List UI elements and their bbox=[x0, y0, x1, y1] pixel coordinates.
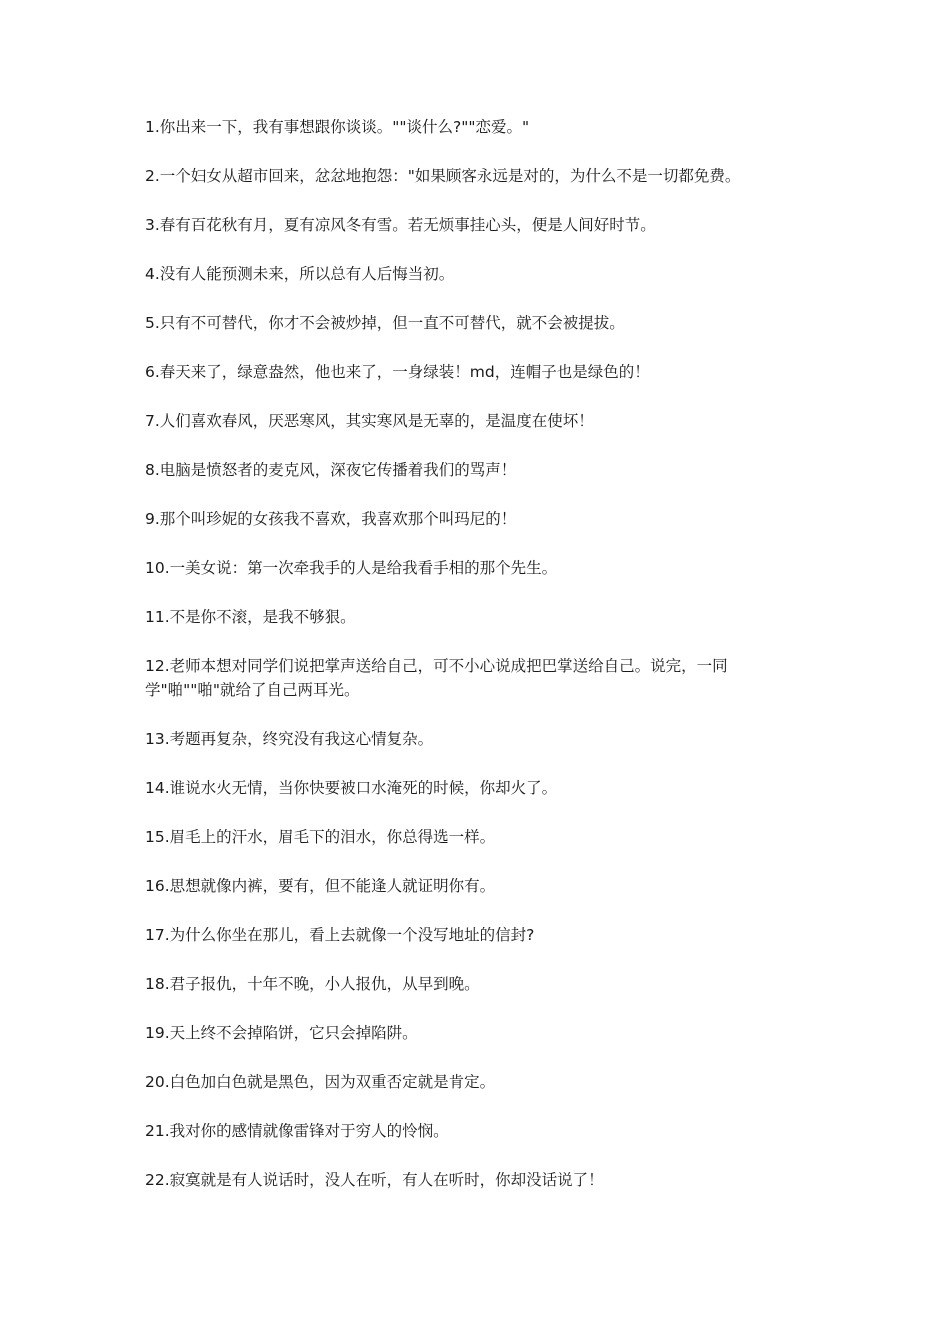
list-item: 14.谁说水火无情，当你快要被口水淹死的时候，你却火了。 bbox=[145, 779, 558, 797]
list-item: 7.人们喜欢春风，厌恶寒风，其实寒风是无辜的，是温度在使坏！ bbox=[145, 412, 594, 430]
list-item: 20.白色加白色就是黑色，因为双重否定就是肯定。 bbox=[145, 1073, 496, 1091]
list-item: 15.眉毛上的汗水，眉毛下的泪水，你总得选一样。 bbox=[145, 828, 496, 846]
list-item: 13.考题再复杂，终究没有我这心情复杂。 bbox=[145, 730, 434, 748]
list-item: 4.没有人能预测未来，所以总有人后悔当初。 bbox=[145, 265, 455, 283]
list-item: 22.寂寞就是有人说话时，没人在听，有人在听时，你却没话说了！ bbox=[145, 1171, 604, 1189]
list-item: 19.天上终不会掉陷饼，它只会掉陷阱。 bbox=[145, 1024, 418, 1042]
list-item: 2.一个妇女从超市回来，忿忿地抱怨："如果顾客永远是对的，为什么不是一切都免费。 bbox=[145, 167, 741, 185]
list-item: 3.春有百花秋有月，夏有凉风冬有雪。若无烦事挂心头，便是人间好时节。 bbox=[145, 216, 656, 234]
list-item: 11.不是你不滚，是我不够狠。 bbox=[145, 608, 356, 626]
list-item: 1.你出来一下，我有事想跟你谈谈。""谈什么?""恋爱。" bbox=[145, 118, 530, 136]
list-item: 18.君子报仇，十年不晚，小人报仇，从早到晚。 bbox=[145, 975, 480, 993]
list-item: 17.为什么你坐在那儿，看上去就像一个没写地址的信封? bbox=[145, 926, 535, 944]
list-item: 12.老师本想对同学们说把掌声送给自己，可不小心说成把巴掌送给自己。说完，一同学"啪""啪"就给了自己两耳光。 bbox=[145, 657, 728, 699]
list-item: 5.只有不可替代，你才不会被炒掉，但一直不可替代，就不会被提拔。 bbox=[145, 314, 625, 332]
joke-list bbox=[145, 115, 805, 1217]
list-item: 21.我对你的感情就像雷锋对于穷人的怜悯。 bbox=[145, 1122, 449, 1140]
list-item: 16.思想就像内裤，要有，但不能逢人就证明你有。 bbox=[145, 877, 496, 895]
list-item: 9.那个叫珍妮的女孩我不喜欢，我喜欢那个叫玛尼的！ bbox=[145, 510, 517, 528]
list-item: 8.电脑是愤怒者的麦克风，深夜它传播着我们的骂声！ bbox=[145, 461, 517, 479]
list-item: 6.春天来了，绿意盎然，他也来了，一身绿装！md，连帽子也是绿色的！ bbox=[145, 363, 650, 381]
list-item: 10.一美女说：第一次牵我手的人是给我看手相的那个先生。 bbox=[145, 559, 558, 577]
